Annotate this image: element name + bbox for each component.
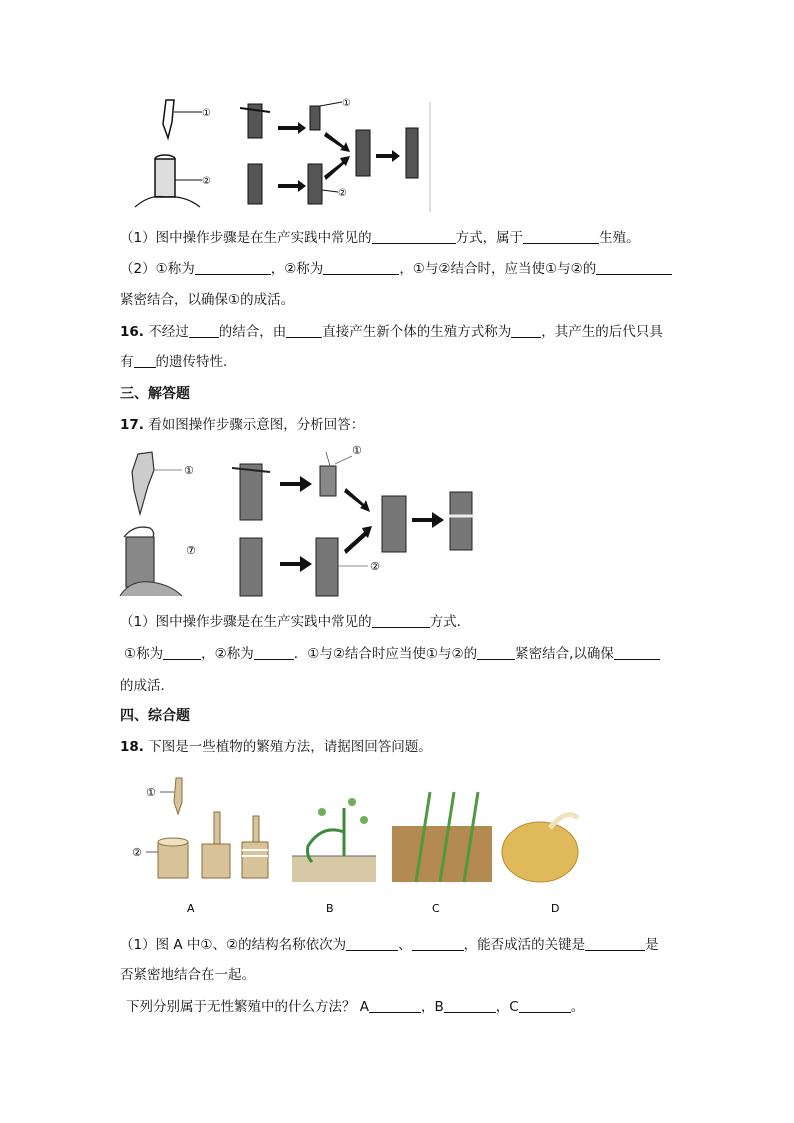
question-number: 16. [120,324,144,340]
figure-label-d: D [551,902,560,915]
answer-blank[interactable] [614,645,660,660]
svg-text:①: ① [146,786,156,799]
svg-text:①: ① [352,444,362,457]
answer-blank[interactable] [286,323,322,338]
svg-text:①: ① [184,464,194,477]
answer-blank[interactable] [134,353,156,368]
answer-blank[interactable] [163,645,201,660]
answer-blank[interactable] [346,936,398,951]
answer-blank[interactable] [412,936,464,951]
answer-blank[interactable] [511,323,541,338]
answer-blank[interactable] [372,613,430,628]
answer-blank[interactable] [596,260,672,275]
answer-blank[interactable] [323,260,399,275]
section-heading: 四、综合题 [120,708,190,724]
svg-text:②: ② [370,560,380,573]
answer-blank[interactable] [254,645,294,660]
answer-blank[interactable] [444,998,496,1013]
answer-blank[interactable] [189,323,219,338]
figure-label-a: A [187,902,195,915]
svg-text:⑦: ⑦ [186,544,196,557]
answer-blank[interactable] [195,260,271,275]
label-circle-2: ② [202,176,211,187]
propagation-methods-figure [132,772,600,922]
answer-blank[interactable] [523,229,599,244]
answer-blank[interactable] [372,229,456,244]
answer-blank[interactable] [585,936,645,951]
q15-text: （1）图中操作步骤是在生产实践中常见的 [120,230,372,246]
figure-label-b: B [326,902,334,915]
label-circle-1: ① [202,108,211,119]
grafting-diagram-2 [120,442,480,600]
answer-blank[interactable] [477,645,515,660]
svg-text:①: ① [342,98,351,109]
grafting-diagram-1 [130,92,440,217]
svg-text:②: ② [338,188,347,199]
answer-blank[interactable] [369,998,421,1013]
section-heading: 三、解答题 [120,386,190,402]
svg-text:②: ② [132,846,142,859]
question-number: 18. [120,739,144,755]
question-number: 17. [120,417,144,433]
figure-label-c: C [432,902,440,915]
answer-blank[interactable] [519,998,571,1013]
